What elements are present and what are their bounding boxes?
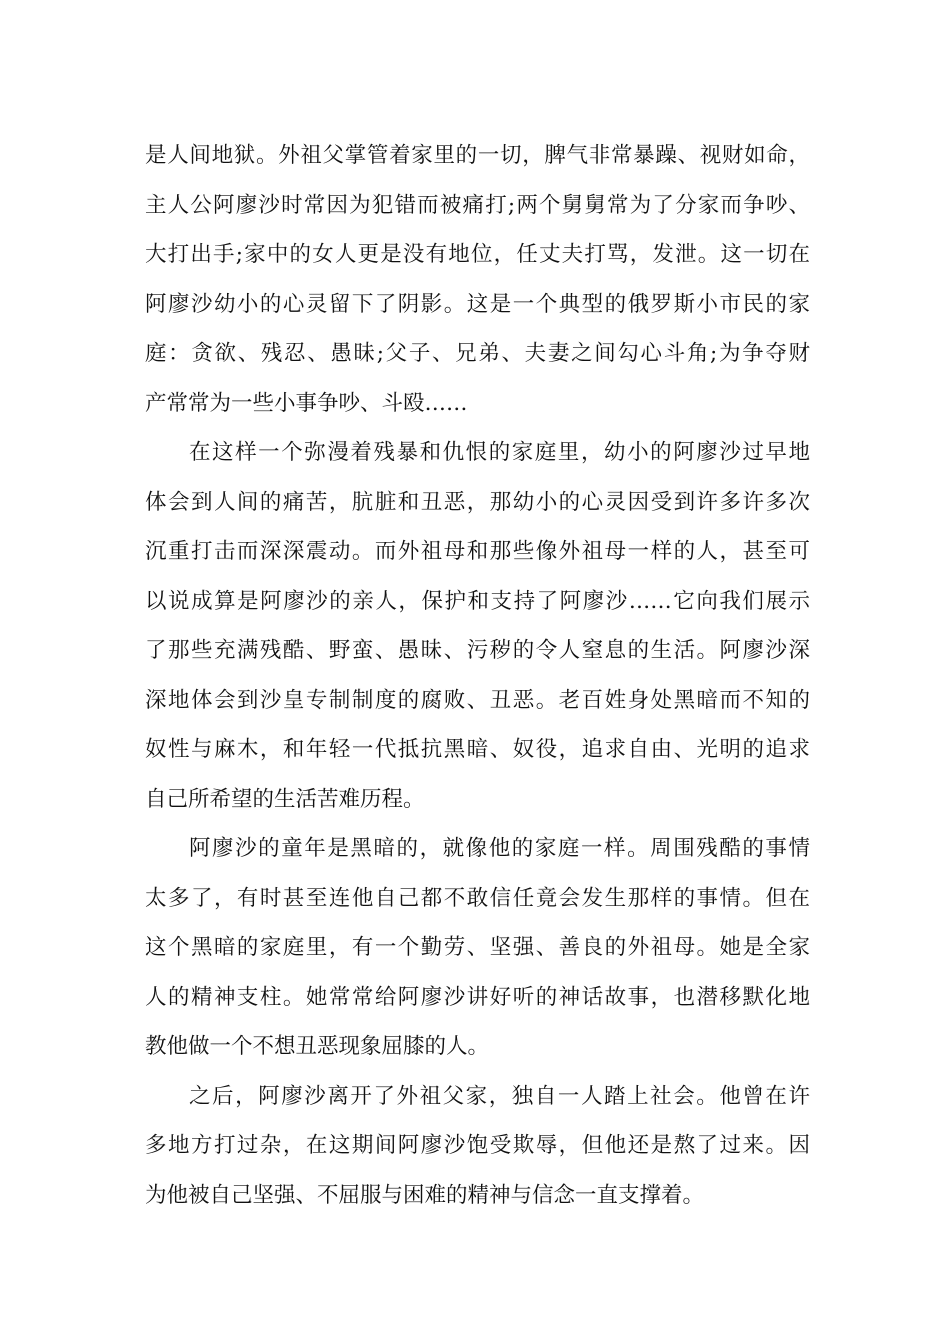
paragraph-line: 为他被自己坚强、不屈服与困难的精神与信念一直支撑着。 <box>145 1182 705 1208</box>
paragraph-line: 教他做一个不想丑恶现象屈膝的人。 <box>145 1034 490 1059</box>
paragraph-line: 大打出手;家中的女人更是没有地位，任丈夫打骂，发泄。这一切在 <box>145 242 810 267</box>
paragraph-4 <box>145 1072 810 1221</box>
paragraph-line: 自己所希望的生活苦难历程。 <box>145 786 425 812</box>
paragraph-line: 人的精神支柱。她常常给阿廖沙讲好听的神话故事，也潜移默化地 <box>145 984 810 1010</box>
paragraph-line: 奴性与麻木，和年轻一代抵抗黑暗、奴役，追求自由、光明的追求 <box>145 737 810 762</box>
paragraph-line: 多地方打过杂，在这期间阿廖沙饱受欺辱，但他还是熬了过来。因 <box>145 1133 810 1158</box>
paragraph-line: 深地体会到沙皇专制制度的腐败、丑恶。老百姓身处黑暗而不知的 <box>145 687 810 713</box>
paragraph-line: 产常常为一些小事争吵、斗殴…… <box>145 390 468 416</box>
paragraph-line: 在这样一个弥漫着残暴和仇恨的家庭里，幼小的阿廖沙过早地 <box>189 440 810 465</box>
paragraph-line: 太多了，有时甚至连他自己都不敢信任竟会发生那样的事情。但在 <box>145 885 810 911</box>
paragraph-line: 以说成算是阿廖沙的亲人，保护和支持了阿廖沙……它向我们展示 <box>145 588 810 614</box>
paragraph-line: 主人公阿廖沙时常因为犯错而被痛打;两个舅舅常为了分家而争吵、 <box>145 192 810 218</box>
paragraph-line: 这个黑暗的家庭里，有一个勤劳、坚强、善良的外祖母。她是全家 <box>145 935 810 960</box>
paragraph-3 <box>145 824 810 1072</box>
paragraph-line: 阿廖沙的童年是黑暗的，就像他的家庭一样。周围残酷的事情 <box>189 836 810 861</box>
paragraph-1 <box>145 131 810 428</box>
paragraph-line: 了那些充满残酷、野蛮、愚昧、污秽的令人窒息的生活。阿廖沙深 <box>145 638 810 663</box>
paragraph-line: 阿廖沙幼小的心灵留下了阴影。这是一个典型的俄罗斯小市民的家 <box>145 291 810 317</box>
paragraph-line: 之后，阿廖沙离开了外祖父家，独自一人踏上社会。他曾在许 <box>189 1083 810 1109</box>
paragraph-line: 沉重打击而深深震动。而外祖母和那些像外祖母一样的人，甚至可 <box>145 539 810 564</box>
paragraph-line: 庭：贪欲、残忍、愚昧;父子、兄弟、夫妻之间勾心斗角;为争夺财 <box>145 341 810 366</box>
paragraph-line: 体会到人间的痛苦，肮脏和丑恶，那幼小的心灵因受到许多许多次 <box>145 489 810 515</box>
paragraph-line: 是人间地狱。外祖父掌管着家里的一切，脾气非常暴躁、视财如命， <box>145 143 810 168</box>
body-text <box>145 131 810 1220</box>
paragraph-2 <box>145 428 810 824</box>
